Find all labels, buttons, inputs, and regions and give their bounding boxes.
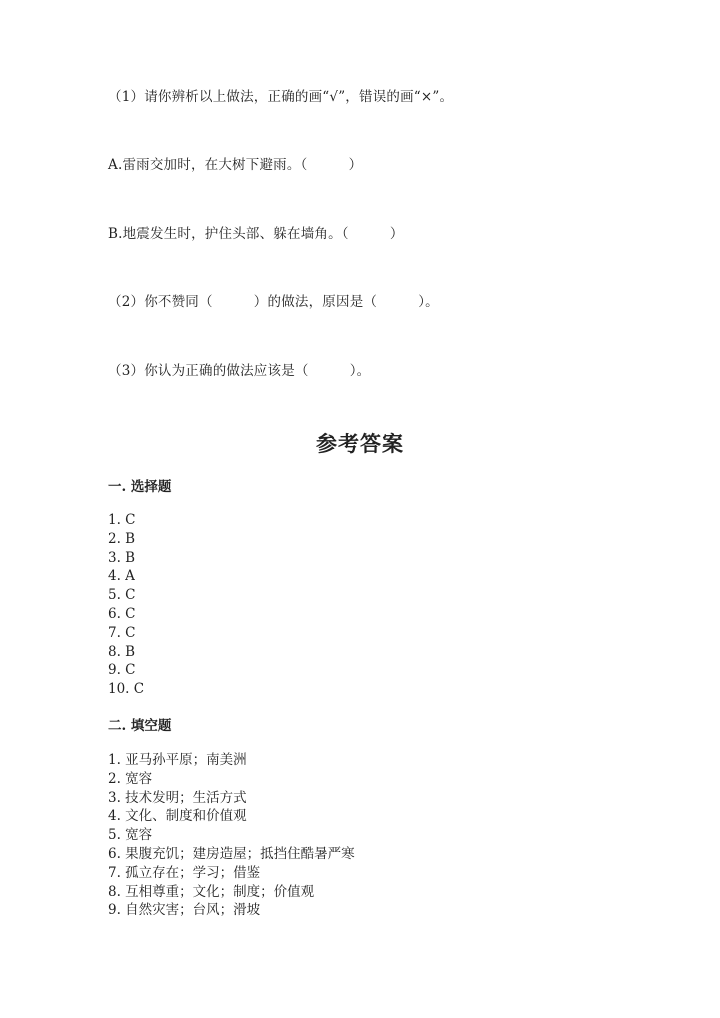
fill-answers-list: [108, 751, 355, 920]
list-item: 6. 果腹充饥；建房造屋；抵挡住酷暑严寒: [108, 845, 355, 862]
statement-b: B.地震发生时，护住头部、躲在墙角。（ ）: [108, 226, 404, 242]
list-item: 1. C: [108, 512, 136, 528]
list-item: 7. 孤立存在；学习；借鉴: [108, 864, 261, 881]
list-item: 10. C: [108, 681, 145, 698]
section-fill-title: 二. 填空题: [108, 718, 172, 734]
list-item: 5. C: [108, 587, 136, 604]
list-item: 7. C: [108, 624, 136, 641]
list-item: 2. 宽容: [108, 770, 153, 787]
list-item: 2. B: [108, 530, 136, 547]
answer-key-title: 参考答案: [316, 431, 404, 456]
question-2: （2）你不赞同（ ）的做法，原因是（ ）。: [108, 294, 439, 310]
list-item: 9. 自然灾害；台风；滑坡: [108, 902, 261, 919]
section-choice-title: 一. 选择题: [108, 479, 172, 495]
question-3: （3）你认为正确的做法应该是（ ）。: [108, 363, 371, 379]
choice-answers-list: [108, 511, 144, 699]
list-item: 8. 互相尊重；文化；制度；价值观: [108, 883, 315, 900]
list-item: 4. A: [108, 568, 135, 585]
list-item: 3. 技术发明；生活方式: [108, 789, 247, 806]
list-item: 8. B: [108, 643, 136, 660]
list-item: 6. C: [108, 605, 136, 622]
list-item: 1. 亚马孙平原；南美洲: [108, 752, 247, 768]
list-item: 3. B: [108, 549, 136, 566]
list-item: 9. C: [108, 662, 136, 679]
list-item: 4. 文化、制度和价值观: [108, 808, 247, 825]
list-item: 5. 宽容: [108, 827, 153, 844]
statement-a: A.雷雨交加时，在大树下避雨。（ ）: [108, 157, 363, 173]
question-1-instruction: （1）请你辨析以上做法，正确的画“√”，错误的画“×”。: [108, 89, 454, 105]
